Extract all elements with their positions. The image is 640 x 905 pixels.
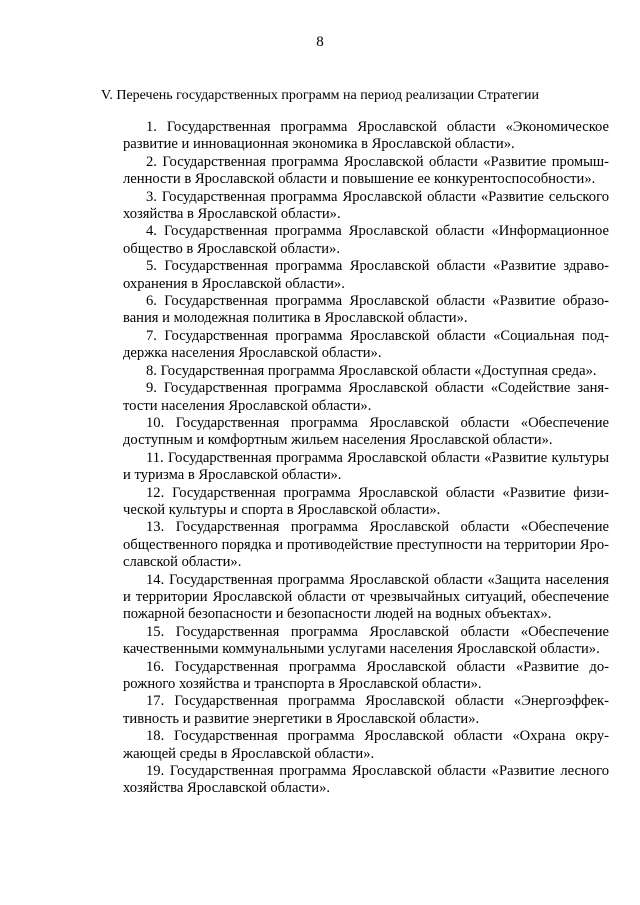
- list-item: 1. Государственная программа Ярославской области «Экономическое развитие и инновационная экономика в Ярославской области».: [123, 119, 609, 153]
- list-item: 14. Государственная программа Ярославской области «Защита населения и территории Ярославской области от чрезвычайных ситуаций, обеспечение пожарной безопасности и безопасности людей на водных объектах».: [123, 571, 609, 623]
- list-item: 5. Государственная программа Ярославской области «Развитие здравоохранения в Ярославской области».: [123, 258, 609, 292]
- list-item: 12. Государственная программа Ярославской области «Развитие физической культуры и спорта в Ярославской области».: [123, 484, 609, 518]
- list-item: 17. Государственная программа Ярославской области «Энергоэффективность и развитие энергетики в Ярославской области».: [123, 693, 609, 727]
- page-number: 8: [316, 34, 324, 50]
- list-item: 13. Государственная программа Ярославской области «Обеспечение общественного порядка и противодействие преступности на территории Ярославской области».: [123, 519, 609, 571]
- section-title: V. Перечень государственных программ на период реализации Стратегии: [101, 88, 539, 103]
- list-item: 10. Государственная программа Ярославской области «Обеспечение доступным и комфортным жильем населения Ярославской области».: [123, 414, 609, 449]
- list-item: 7. Государственная программа Ярославской области «Социальная поддержка населения Ярославской области».: [123, 327, 609, 362]
- list-item: 11. Государственная программа Ярославской области «Развитие культуры и туризма в Ярославской области».: [123, 449, 609, 484]
- list-item: 19. Государственная программа Ярославской области «Развитие лесного хозяйства Ярославской области».: [123, 763, 609, 797]
- list-item: 16. Государственная программа Ярославской области «Развитие дорожного хозяйства и транспорта в Ярославской области».: [123, 658, 609, 692]
- list-item: 8. Государственная программа Ярославской области «Доступная среда».: [146, 362, 597, 379]
- list-item: 6. Государственная программа Ярославской области «Развитие образования и молодежная политика в Ярославской области».: [123, 293, 609, 327]
- list-item: 2. Государственная программа Ярославской области «Развитие промышленности в Ярославской области и повышение ее конкурентоспособности».: [123, 153, 609, 188]
- list-item: 9. Государственная программа Ярославской области «Содействие занятости населения Ярославской области».: [123, 380, 609, 414]
- list-item: 4. Государственная программа Ярославской области «Информационное общество в Ярославской области».: [123, 223, 609, 257]
- list-item: 3. Государственная программа Ярославской области «Развитие сельского хозяйства в Ярославской области».: [123, 188, 609, 223]
- list-item: 18. Государственная программа Ярославской области «Охрана окружающей среды в Ярославской области».: [123, 728, 609, 762]
- program-list: [123, 119, 609, 798]
- list-item: 15. Государственная программа Ярославской области «Обеспечение качественными коммунальными услугами населения Ярославской области».: [123, 623, 609, 658]
